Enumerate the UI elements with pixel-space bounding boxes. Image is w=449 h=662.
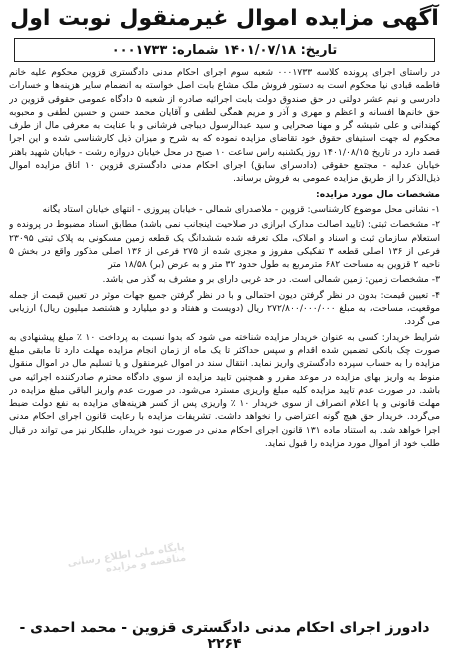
notice-paragraph: ۳- مشخصات زمین: زمین شمالی است. در حد غربی دارای بر و مشرف به گذر می باشد. bbox=[102, 274, 440, 286]
watermark-logo: پایگاه ملی اطلاع رسانی مناقصه و مزایده bbox=[66, 541, 187, 575]
notice-paragraph: در راستای اجرای پرونده کلاسه ۰۰۰۱۷۳۳ شعبه سوم اجرای احکام مدنی دادگستری قزوین محکوم علیه خانم فاطمه قبادی نیا محکوم است به دستور فروش ملک مشاع بابت اصل خواسته به انضمام سایر هزینه‌ها و خسارات دادرسی و نیم عشر دولتی در حق صندوق دولت بابت اجرائیه صادره از شعبه ۵ دادگاه عمومی حقوقی قزوین در حق خانم‌ها افسانه و اعظم و مهری و آذر و مریم همگی لطفی و آقایان محمد حسن و حسین لطفی و محبوبه کهندانی و علی شیشه گر و مهنا صحرایی و سید عبدالرسول دیباجی فرشانی و با عنایت به معرفی مال از طرف محکوم له جهت استیفای حقوق خود تقاضای مزایده نموده که به شرح و میزان ذیل کارشناسی شده و این اجرا قصد دارد در تاریخ ۱۴۰۱/۰۸/۱۵ روز یکشنبه راس ساعت ۱۰ صبح در محل خیابان دروازه رشت - خیابان شهید باهنر خیابان عدلیه - مجتمع حقوقی (دادسرای سابق) اجرای احکام مدنی دادگستری قزوین ۱۰ اتاق مزایده اموال ذیل‌الذکر را از طریق مزایده عمومی به فروش برساند. bbox=[9, 67, 440, 185]
notice-paragraph: شرایط خریدار: کسی به عنوان خریدار مزایده شناخته می شود که بدوا نسبت به پرداخت ۱۰ ٪ مبلغ پیشنهادی به صورت چک بانکی تضمین شده اقدام و سپس حداکثر تا یک ماه از زمان انجام مزایده مهلت دارد تا مابقی مبلغ مزایده را به حساب سپرده دادگستری واریز نماید. انتقال سند در اموال غیرمنقول و یا تسلیم مال در اموال منقول منوط به واریز بهای مزایده در موعد مقرر و همچنین تایید مزایده از سوی دادگاه محترم صادرکننده اجرائیه می باشد. در صورت عدم تایید مزایده کلیه مبلغ واریزی مسترد می‌شود. در صورت عدم واریز الباقی مبلغ مزایده در مهلت قانونی و یا اعلام انصراف از سوی خریدار ۱۰ ٪ واریزی پس از کسر هزینه‌های مزایده به نفع دولت ضبط می‌گردد. خریدار حق هیچ گونه اعتراضی را نخواهد داشت. تشریفات مزایده با رعایت قانون اجرای احکام مدنی اجرا خواهد شد. به استناد ماده ۱۳۱ قانون اجرای احکام مدنی در صورت نبود خریدار، طلبکار نیز می تواند در قبال طلب خود از اموال مورد مزایده را قبول نماید. bbox=[9, 331, 440, 450]
notice-paragraph: ۱- نشانی محل موضوع کارشناسی: قزوین - ملاصدرای شمالی - خیابان پیروزی - انتهای خیابان استاد یگانه bbox=[42, 203, 440, 215]
section-heading: مشخصات مال مورد مزایده: bbox=[316, 188, 440, 200]
notice-paragraph: ۲- مشخصات ثبتی: (تایید اصالت مدارک ابرازی در صلاحیت اینجانب نمی باشد) مطابق اسناد مضبوط در پرونده و استعلام سازمان ثبت و اسناد و املاک، ملک تعرفه شده ششدانگ یک قطعه زمین مسکونی به پلاک ثبتی ۲۳۰۹۵ فرعی از ۱۳۶ اصلی قطعه ۳ تفکیکی مفروز و مجزی شده از ۲۷۵ فرعی از ۱۳۶ اصلی مذکور واقع در بخش ۵ ناحیه ۲ قزوین به مساحت ۶۸۲ مترمربع به طول حدود ۳۲ متر و به عرض (بر) ۱۸/۵۸ متر bbox=[9, 219, 440, 271]
date-number-line bbox=[14, 38, 435, 62]
notice-title: آگهی مزایده اموال غیرمنقول نوبت اول bbox=[10, 6, 439, 31]
notice-body bbox=[9, 66, 440, 618]
notice-paragraph: ۴- تعیین قیمت: بدون در نظر گرفتن دیون احتمالی و با در نظر گرفتن جمیع جهات موثر در تعیین قیمت از جمله موقعیت، مساحت، به مبلغ ۲۷۲/۸۰۰/۰۰۰/۰۰۰ ریال (دویست و هفتاد و دو میلیارد و هشتصد میلیون ریال) ارزیابی می گردد. bbox=[9, 289, 440, 328]
date-number-text: تاریخ: ۱۴۰۱/۰۷/۱۸ شماره: ۰۰۰۱۷۳۳ bbox=[111, 42, 338, 58]
notice-signature: دادورز اجرای احکام مدنی دادگستری قزوین - محمد احمدی - ۲۲۶۴ bbox=[19, 620, 430, 652]
